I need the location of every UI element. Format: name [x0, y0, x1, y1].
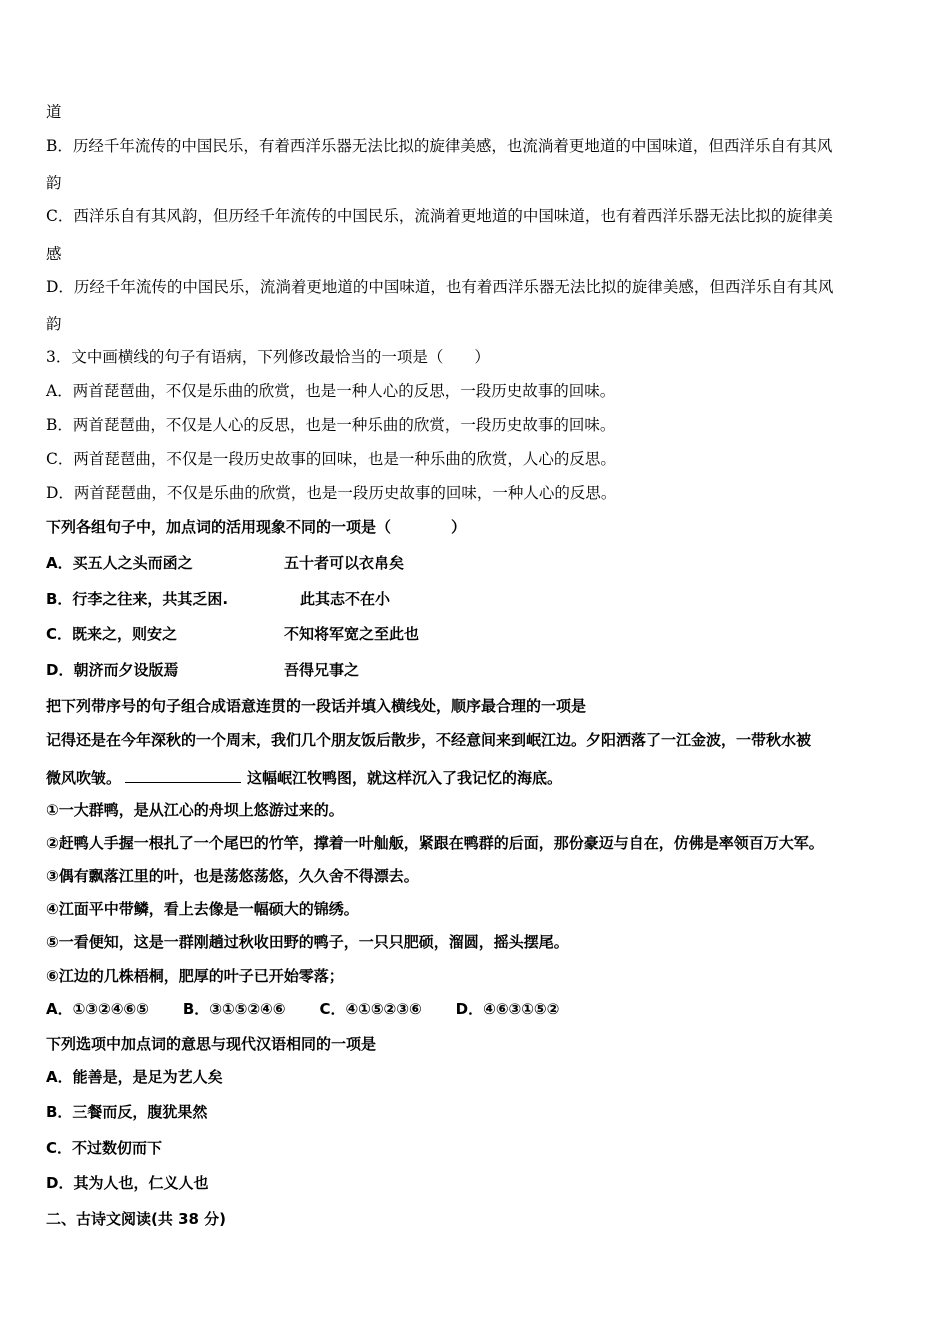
q6-option-b: B．三餐而反，腹犹果然 — [46, 1103, 208, 1121]
q3-option-a: A．两首琵琶曲，不仅是乐曲的欣赏，也是一种人心的反思，一段历史故事的回味。 — [46, 382, 616, 400]
q5-stem: 把下列带序号的句子组合成语意连贯的一段话并填入横线处，顺序最合理的一项是 — [46, 697, 587, 715]
q4-option-a-right: 五十者可以衣帛矣 — [284, 554, 405, 572]
q5-sentence-1: ①一大群鸭，是从江心的舟坝上悠游过来的。 — [46, 801, 344, 819]
q4-option-c — [46, 624, 906, 644]
q5-sentence-2: ②赶鸭人手握一根扎了一个尾巴的竹竿，撑着一叶舢舨，紧跟在鸭群的后面，那份豪迈与自在，仿佛是率领百万大军。 — [46, 834, 824, 852]
q5-option-b: B．③①⑤②④⑥ — [182, 1000, 286, 1018]
q4-option-a-left: A．买五人之头而函之 — [46, 554, 193, 572]
q5-option-c: C．④①⑤②③⑥ — [319, 1000, 422, 1018]
section-heading: 二、古诗文阅读(共 38 分) — [46, 1210, 227, 1228]
q5-sentence-6: ⑥江边的几株梧桐，肥厚的叶子已开始零落； — [46, 967, 344, 985]
q4-option-d-right: 吾得兄事之 — [284, 661, 360, 679]
q5-sentence-4: ④江面平中带鳞，看上去像是一幅硕大的锦绣。 — [46, 900, 359, 918]
q2-option-d-line2: 韵 — [46, 315, 62, 333]
q2-option-c-line2: 感 — [46, 245, 62, 263]
q4-option-b-right: 此其志不在小 — [300, 590, 391, 608]
q6-option-d: D．其为人也，仁义人也 — [46, 1174, 209, 1192]
continuation-char: 道 — [46, 103, 62, 121]
q4-option-d — [46, 660, 906, 680]
q3-stem: 3．文中画横线的句子有语病，下列修改最恰当的一项是（ ） — [46, 348, 490, 366]
q2-option-c-line1: C．西洋乐自有其风韵，但历经千年流传的中国民乐，流淌着更地道的中国味道，也有着西洋乐器无法比拟的旋律美 — [46, 207, 833, 225]
q2-option-b-line2: 韵 — [46, 174, 62, 192]
q4-option-c-left: C．既来之，则安之 — [46, 625, 178, 643]
q4-stem: 下列各组句子中，加点词的活用现象不同的一项是（ ） — [46, 518, 467, 536]
q4-option-b-left: B．行李之往来，共其乏困. — [46, 590, 229, 608]
q5-passage-line2 — [46, 766, 562, 788]
q4-option-a — [46, 553, 906, 573]
q6-stem: 下列选项中加点词的意思与现代汉语相同的一项是 — [46, 1035, 377, 1053]
q5-option-a: A．①③②④⑥⑤ — [46, 1000, 149, 1018]
q3-option-b: B．两首琵琶曲，不仅是人心的反思，也是一种乐曲的欣赏，一段历史故事的回味。 — [46, 416, 616, 434]
q5-option-d: D．④⑥③①⑤② — [455, 1000, 560, 1018]
q6-option-a: A．能善是，是足为艺人矣 — [46, 1068, 223, 1086]
q3-option-d: D．两首琵琶曲，不仅是乐曲的欣赏，也是一段历史故事的回味，一种人心的反思。 — [46, 484, 617, 502]
q3-option-c: C．两首琵琶曲，不仅是一段历史故事的回味，也是一种乐曲的欣赏，人心的反思。 — [46, 450, 616, 468]
q5-sentence-3: ③偶有飘落江里的叶，也是荡悠荡悠，久久舍不得漂去。 — [46, 867, 419, 885]
q5-options — [46, 999, 593, 1019]
q5-passage-after-blank: 这幅岷江牧鸭图，就这样沉入了我记忆的海底。 — [247, 769, 563, 787]
q4-option-d-left: D．朝济而夕设版焉 — [46, 661, 179, 679]
q4-option-c-right: 不知将军宽之至此也 — [284, 625, 420, 643]
q2-option-d-line1: D．历经千年流传的中国民乐，流淌着更地道的中国味道，也有着西洋乐器无法比拟的旋律美感，但西洋乐自有其风 — [46, 278, 834, 296]
q6-option-c: C．不过数仞而下 — [46, 1139, 163, 1157]
q2-option-b-line1: B．历经千年流传的中国民乐，有着西洋乐器无法比拟的旋律美感，也流淌着更地道的中国味道，但西洋乐自有其风 — [46, 137, 833, 155]
q5-passage-line1: 记得还是在今年深秋的一个周末，我们几个朋友饭后散步，不经意间来到岷江边。夕阳洒落了一江金波，一带秋水被 — [46, 731, 812, 749]
q4-option-b — [46, 589, 906, 609]
answer-blank — [125, 766, 241, 783]
q5-sentence-5: ⑤一看便知，这是一群刚趟过秋收田野的鸭子，一只只肥硕，溜圆，摇头摆尾。 — [46, 933, 569, 951]
q5-passage-before-blank: 微风吹皱。 — [46, 769, 122, 787]
